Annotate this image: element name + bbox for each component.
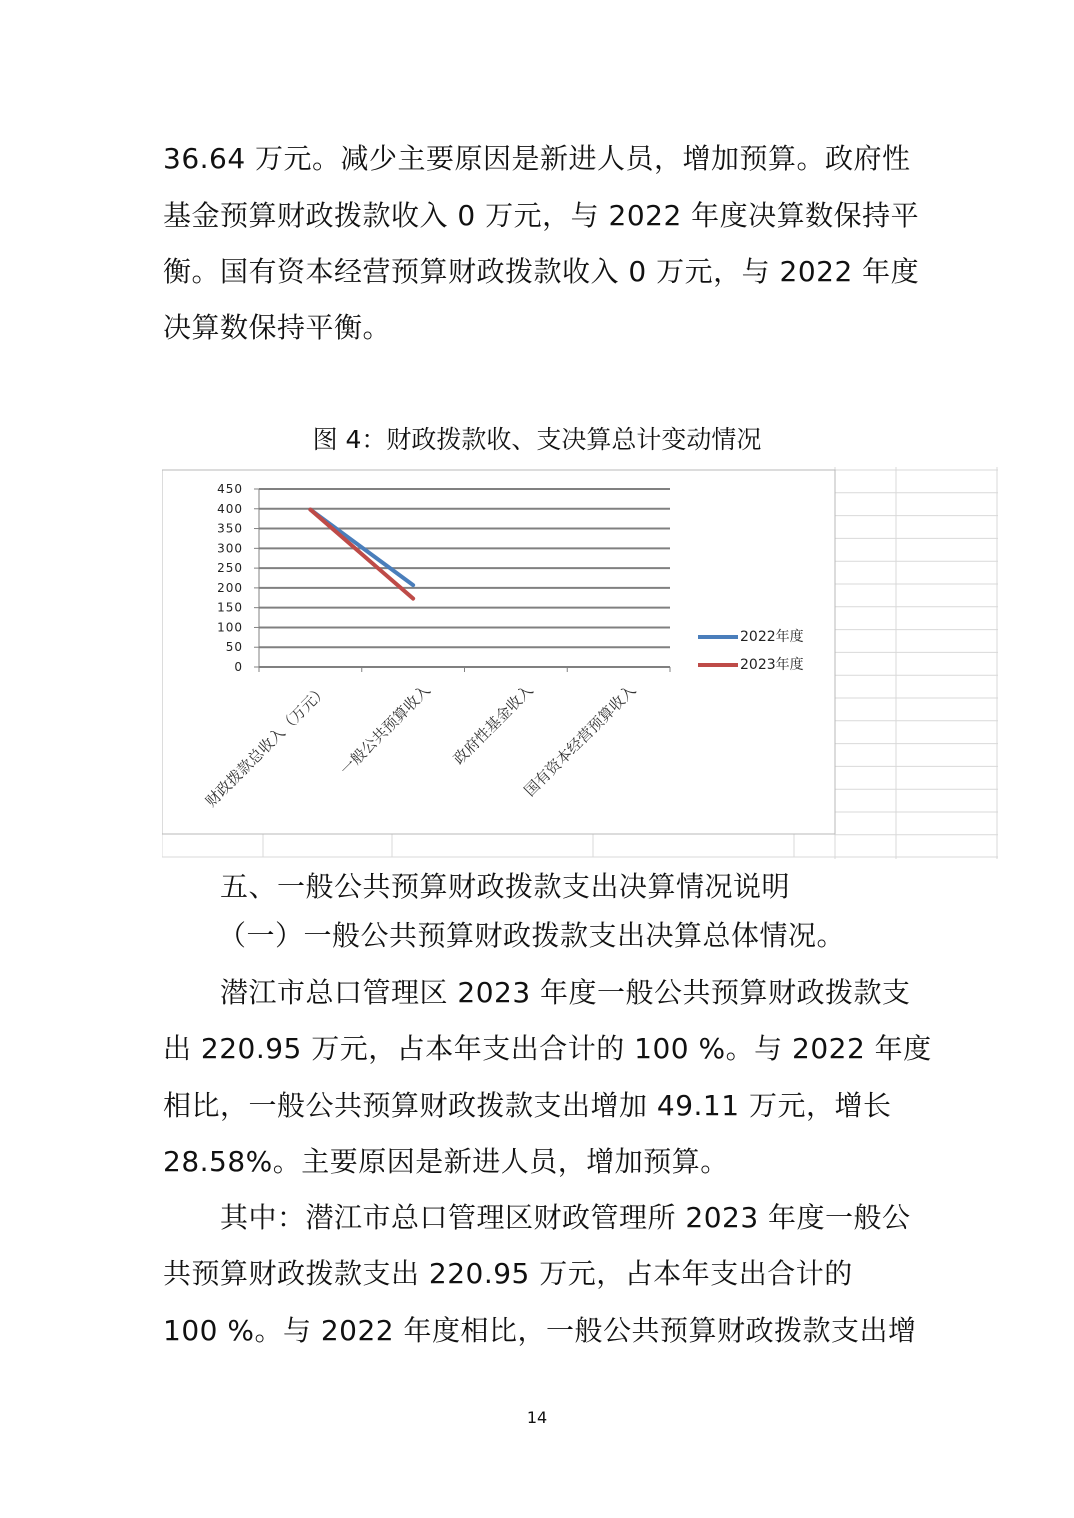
paragraph2-line-3: 相比，一般公共预算财政拨款支出增加 49.11 万元，增长	[163, 1089, 892, 1122]
x-tick-label: 一般公共预算收入	[336, 681, 434, 779]
figure-caption: 图 4：财政拨款收、支决算总计变动情况	[312, 425, 762, 454]
x-tick-label: 财政拨款总收入（万元）	[201, 681, 332, 811]
paragraph2-line-4: 28.58%。主要原因是新进人员，增加预算。	[163, 1145, 729, 1178]
chart-frame	[162, 470, 835, 834]
paragraph2-line-2: 出 220.95 万元，占本年支出合计的 100 %。与 2022 年度	[163, 1032, 932, 1065]
paragraph1-line-3: 衡。国有资本经营预算财政拨款收入 0 万元，与 2022 年度	[163, 255, 920, 288]
line-chart	[162, 467, 998, 859]
y-tick-label: 200	[217, 580, 243, 595]
legend-label: 2023年度	[740, 657, 804, 673]
y-tick-label: 250	[217, 561, 243, 576]
y-tick-label: 50	[225, 640, 243, 655]
paragraph1-line-4: 决算数保持平衡。	[163, 311, 392, 344]
paragraph3-line-1: 其中：潜江市总口管理区财政管理所 2023 年度一般公	[220, 1201, 911, 1234]
y-tick-label: 100	[217, 620, 243, 635]
paragraph3-line-3: 100 %。与 2022 年度相比，一般公共预算财政拨款支出增	[163, 1314, 917, 1347]
y-tick-label: 150	[217, 600, 243, 615]
chart-container	[162, 467, 998, 863]
page-number: 14	[526, 1408, 548, 1427]
paragraph1-line-1: 36.64 万元。减少主要原因是新进人员，增加预算。政府性	[163, 142, 911, 175]
paragraph1-line-2: 基金预算财政拨款收入 0 万元，与 2022 年度决算数保持平	[163, 199, 920, 232]
paragraph3-line-2: 共预算财政拨款支出 220.95 万元，占本年支出合计的	[163, 1257, 853, 1290]
y-tick-label: 350	[217, 521, 243, 536]
section-heading: 五、一般公共预算财政拨款支出决算情况说明	[220, 870, 791, 903]
x-tick-label: 国有资本经营预算收入	[520, 681, 640, 800]
legend-label: 2022年度	[740, 629, 804, 645]
y-tick-label: 300	[217, 541, 243, 556]
section-subheading: （一）一般公共预算财政拨款支出决算总体情况。	[218, 919, 846, 952]
y-tick-label: 0	[234, 660, 243, 674]
x-tick-label: 政府性基金收入	[449, 681, 537, 769]
y-tick-label: 450	[217, 482, 243, 496]
paragraph2-line-1: 潜江市总口管理区 2023 年度一般公共预算财政拨款支	[220, 976, 911, 1009]
y-tick-label: 400	[217, 501, 243, 516]
